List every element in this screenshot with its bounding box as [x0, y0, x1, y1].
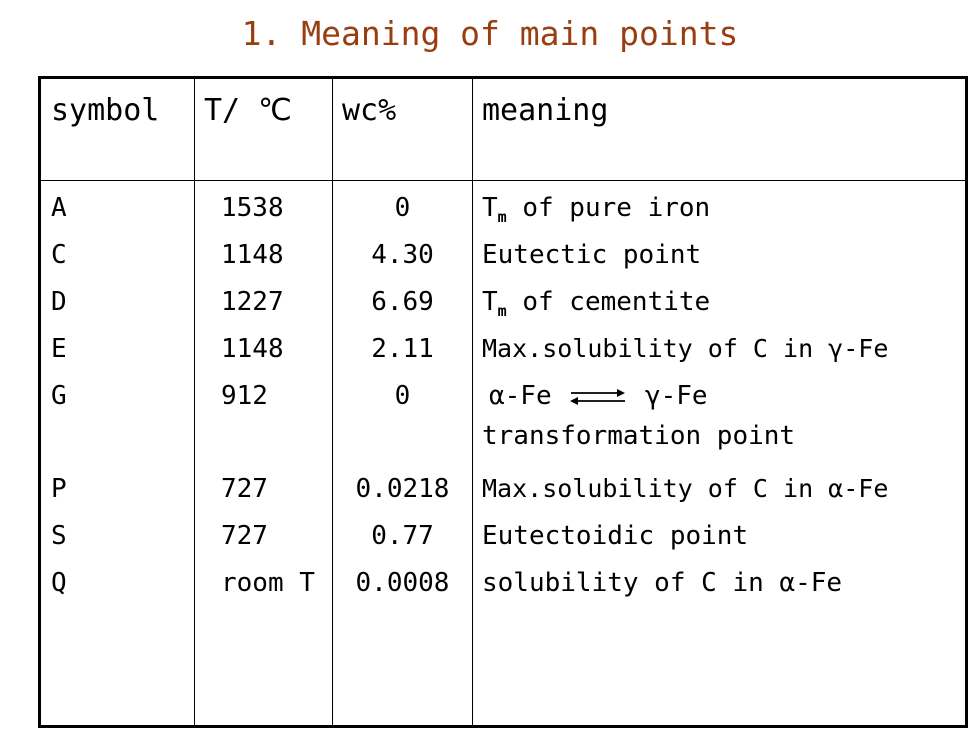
- header-symbol: symbol: [51, 93, 160, 128]
- cell-symbol: C: [51, 240, 67, 270]
- column-divider: [472, 79, 473, 725]
- cell-meaning: Eutectic point: [482, 240, 702, 270]
- cell-temperature: 1148: [221, 240, 284, 270]
- cell-carbon-content: 0.77: [371, 521, 434, 551]
- header-meaning: meaning: [482, 93, 609, 128]
- meaning-text: T: [482, 193, 498, 223]
- meaning-text: T: [482, 287, 498, 317]
- cell-carbon-content: 2.11: [371, 334, 434, 364]
- cell-meaning: [482, 193, 710, 232]
- cell-symbol: P: [51, 474, 67, 504]
- meaning-text: of pure iron: [506, 193, 711, 223]
- header-carbon-content: wc%: [342, 93, 397, 128]
- subscript-m: m: [497, 208, 507, 226]
- cell-carbon-content: 0: [394, 381, 411, 411]
- cell-symbol: S: [51, 521, 67, 551]
- meaning-text: γ-Fe: [644, 381, 708, 411]
- cell-symbol: G: [51, 381, 67, 411]
- cell-meaning: solubility of C in α-Fe: [482, 568, 843, 598]
- cell-meaning: Max.solubility of C in α-Fe: [482, 474, 889, 503]
- cell-symbol: A: [51, 193, 67, 223]
- cell-meaning: [489, 381, 708, 411]
- cell-temperature: 1538: [221, 193, 284, 223]
- meaning-text: of cementite: [506, 287, 711, 317]
- column-divider: [194, 79, 195, 725]
- header-temperature: T/ ℃: [204, 93, 292, 128]
- cell-meaning-line2: transformation point: [482, 421, 796, 451]
- cell-meaning: Eutectoidic point: [482, 521, 749, 551]
- cell-symbol: D: [51, 287, 67, 317]
- cell-carbon-content: 0.0008: [355, 568, 450, 598]
- reversible-arrow-icon: [567, 385, 629, 409]
- cell-temperature: 727: [221, 474, 268, 504]
- cell-carbon-content: 0: [394, 193, 411, 223]
- main-points-table: [38, 76, 968, 728]
- slide-title: 1. Meaning of main points: [241, 14, 739, 53]
- column-divider: [332, 79, 333, 725]
- header-divider: [41, 180, 965, 181]
- cell-carbon-content: 6.69: [371, 287, 434, 317]
- cell-carbon-content: 4.30: [371, 240, 434, 270]
- cell-meaning: [482, 287, 710, 326]
- cell-carbon-content: 0.0218: [355, 474, 450, 504]
- cell-temperature: room T: [221, 568, 315, 598]
- cell-temperature: 727: [221, 521, 268, 551]
- cell-temperature: 1148: [221, 334, 284, 364]
- meaning-text: α-Fe: [489, 381, 552, 411]
- cell-symbol: E: [51, 334, 67, 364]
- cell-meaning: Max.solubility of C in γ-Fe: [482, 334, 889, 363]
- cell-symbol: Q: [51, 568, 67, 598]
- subscript-m: m: [497, 302, 507, 320]
- cell-temperature: 1227: [221, 287, 284, 317]
- cell-temperature: 912: [221, 381, 268, 411]
